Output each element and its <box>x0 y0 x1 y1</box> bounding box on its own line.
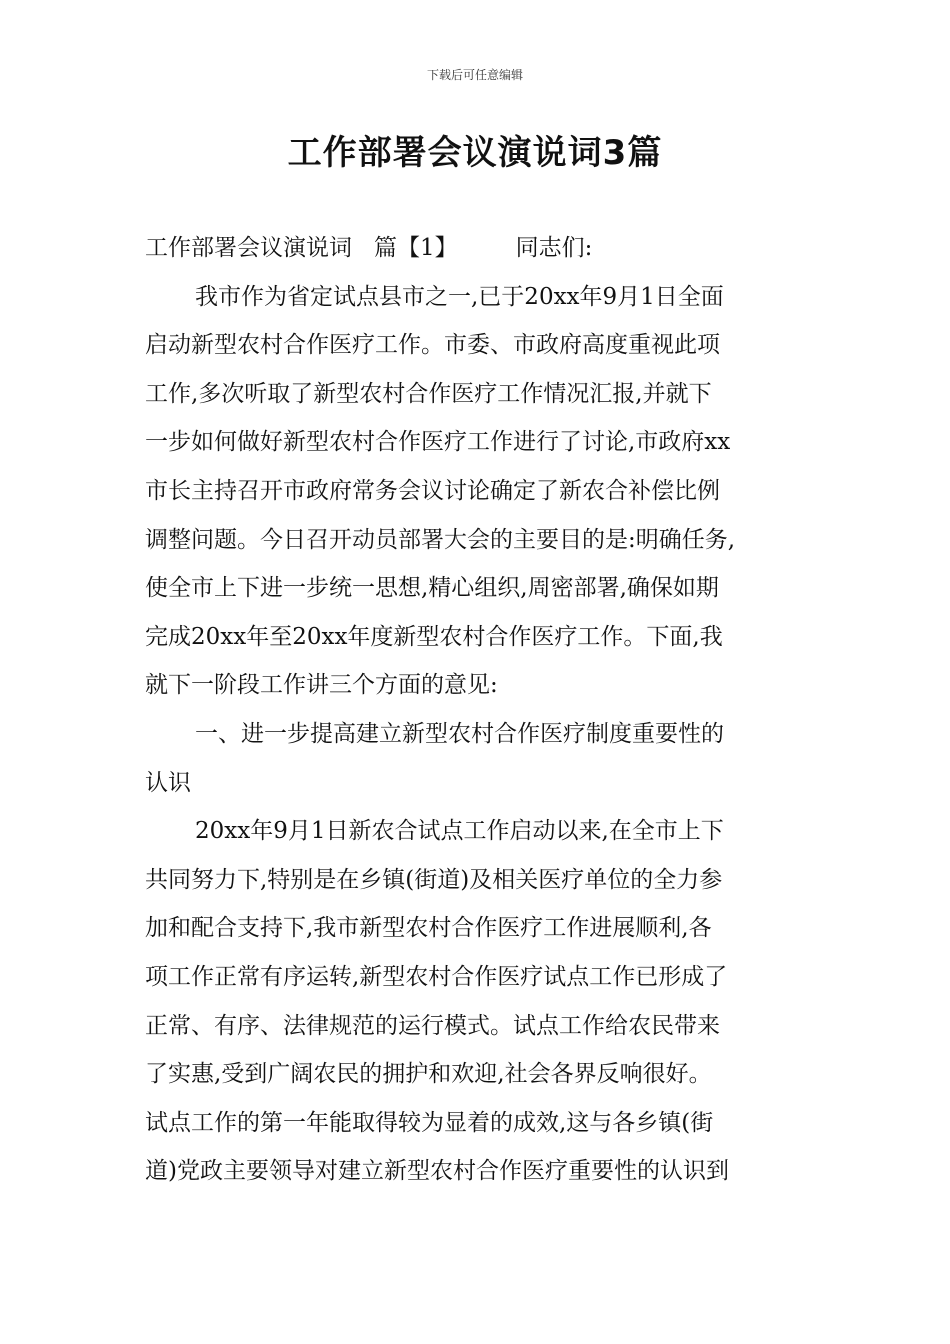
paragraph-line: 20xx年9月1日新农合试点工作启动以来,在全市上下 <box>195 818 724 845</box>
paragraph-line: 工作,多次听取了新型农村合作医疗工作情况汇报,并就下 <box>145 380 712 407</box>
document-body <box>145 224 810 1196</box>
intro-line <box>145 224 810 273</box>
section-heading-line: 认识 <box>145 769 191 796</box>
paragraph-line: 我市作为省定试点县市之一,已于20xx年9月1日全面 <box>195 283 724 310</box>
header-note: 下载后可任意编辑 <box>426 68 523 82</box>
paragraph-line: 正常、有序、法律规范的运行模式。试点工作给农民带来 <box>145 1012 720 1039</box>
paragraph-line: 加和配合支持下,我市新型农村合作医疗工作进展顺利,各 <box>145 915 712 942</box>
paragraph-line: 完成20xx年至20xx年度新型农村合作医疗工作。下面,我 <box>145 623 723 650</box>
intro-greeting: 同志们: <box>515 235 593 261</box>
document-title: 工作部署会议演说词3篇 <box>287 133 663 173</box>
paragraph-line: 了实惠,受到广阔农民的拥护和欢迎,社会各界反响很好。 <box>145 1061 712 1088</box>
intro-section-label: 篇【1】 <box>374 235 458 261</box>
paragraph-line: 使全市上下进一步统一思想,精心组织,周密部署,确保如期 <box>145 575 719 602</box>
section-heading-line: 一、进一步提高建立新型农村合作医疗制度重要性的 <box>195 720 724 747</box>
paragraph-line: 一步如何做好新型农村合作医疗工作进行了讨论,市政府xx <box>145 429 731 456</box>
paragraph-line: 就下一阶段工作讲三个方面的意见: <box>145 672 498 699</box>
paragraph-line: 调整问题。今日召开动员部署大会的主要目的是:明确任务, <box>145 526 736 553</box>
paragraph-line: 启动新型农村合作医疗工作。市委、市政府高度重视此项 <box>145 332 720 359</box>
paragraph-line: 道)党政主要领导对建立新型农村合作医疗重要性的认识到 <box>145 1158 729 1185</box>
paragraph-line: 项工作正常有序运转,新型农村合作医疗试点工作已形成了 <box>145 963 728 990</box>
paragraph-line: 市长主持召开市政府常务会议讨论确定了新农合补偿比例 <box>145 477 720 504</box>
paragraph-line: 共同努力下,特别是在乡镇(街道)及相关医疗单位的全力参 <box>145 866 723 893</box>
intro-title: 工作部署会议演说词 <box>145 235 352 261</box>
paragraph-line: 试点工作的第一年能取得较为显着的成效,这与各乡镇(街 <box>145 1109 714 1136</box>
